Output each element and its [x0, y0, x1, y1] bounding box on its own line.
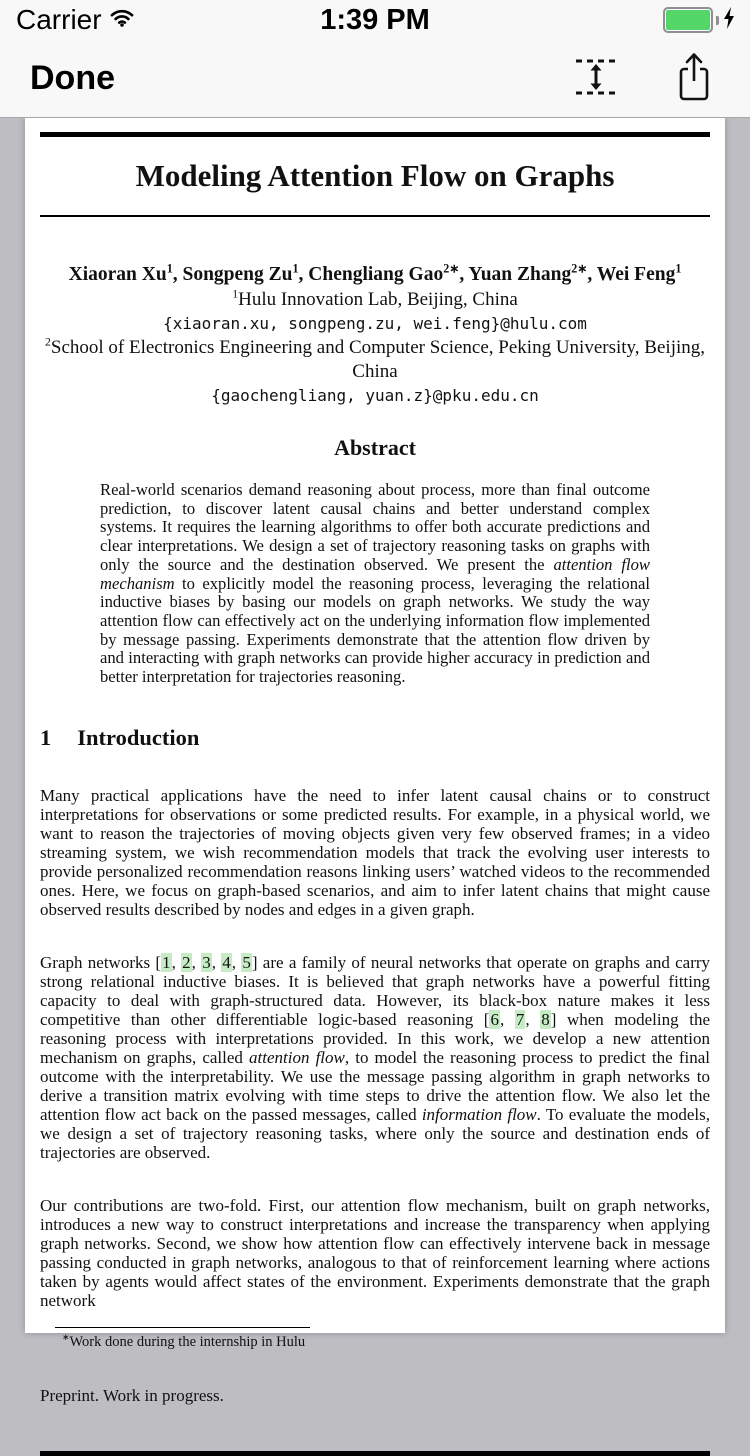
text-segment: , [499, 1010, 515, 1030]
text-segment: 2∗ [443, 261, 460, 276]
text-segment: . To evaluate the models, we design a set of trajectory reasoning tasks, where only the source and destination ends of trajectories are observed. [40, 1105, 710, 1163]
document-page [25, 118, 725, 1406]
document-scroll-area[interactable] [0, 118, 750, 1406]
text-segment: , [211, 953, 222, 973]
citation-link[interactable]: 4 [222, 953, 231, 973]
text-segment: , [231, 953, 242, 973]
carrier-label: Carrier [16, 4, 102, 35]
markup-button[interactable] [566, 40, 626, 116]
section-number: 1 [40, 724, 52, 750]
text-segment: ] [251, 953, 258, 973]
nav-bar [0, 40, 750, 116]
share-icon [674, 51, 714, 106]
text-segment: are a family of neural networks that operate on graphs and carry strong relational inductive biases. It is believed that graph networks have a powerful fitting capacity to deal with graph-structured data. However, its black-box nature makes it less competitive than other differentiable logic-based reasoning [ [40, 953, 711, 1030]
affiliation-2 [40, 336, 710, 384]
text-segment: attention flow mechanism [100, 554, 651, 593]
text-segment: , Wei Feng [587, 264, 676, 285]
text-segment: 1 [232, 287, 239, 301]
text-segment: , Yuan Zhang [459, 264, 572, 285]
abstract-paragraph [100, 481, 650, 687]
battery-fill [666, 10, 710, 30]
text-segment: School of Electronics Engineering and Computer Science, Peking University, Beijing, China [50, 337, 706, 382]
text-segment: , to model the reasoning process to predict the final outcome with the interpretability. We use the message passing algorithm in graph networks to derive a transition matrix evolving with time steps to drive the attention flow. We also let the attention flow act back on the passed messages, called [40, 1048, 710, 1125]
section-title: Introduction [77, 724, 200, 750]
text-segment: Real-world scenarios demand reasoning about process, more than final outcome prediction, to discover latent causal chains and better understand complex systems. It requires the learning algorithms to offer both accurate predictions and clear interpretations. We design a set of trajectory reasoning tasks on graphs with only the source and the destination observed. We present the [100, 480, 650, 574]
battery-tip [716, 16, 719, 25]
section-1-heading [40, 725, 710, 751]
intro-paragraph-1: Many practical applications have the need to infer latent causal chains or to construct interpretations for observations or some predicted results. For example, in a physical world, we want to reason the trajectories of moving objects given very few observed frames; in a video streaming system, we wish recommendation models that track the evolving user interests to provide personalized recommendation reasons linking users’ watched videos to the recommended ones. Here, we focus on graph-based scenarios, and aim to infer latent chains that might cause observed results described by nodes and edges in a given graph. [40, 786, 710, 920]
text-segment: Graph networks [ [40, 953, 162, 973]
share-button[interactable] [664, 40, 724, 116]
text-segment: information flow [421, 1105, 537, 1125]
markup-icon [573, 56, 619, 101]
text-segment: to explicitly model the reasoning process, leveraging the relational inductive biases by basing our models on graph networks. We study the way attention flow can effectively act on the underlying information flow implemented by message passing. Experiments demonstrate that the attention flow driven by and interacting with graph networks can provide higher accuracy in prediction and better interpretation for trajectories reasoning. [100, 573, 650, 687]
text-segment: Xiaoran Xu [68, 264, 167, 285]
citation-link[interactable]: 1 [162, 953, 171, 973]
text-segment: when modeling the reasoning process with interpretations provided. In this work, we develop a new attention mechanism on graphs, called [40, 1010, 710, 1068]
intro-paragraph-3: Our contributions are two-fold. First, our attention flow mechanism, built on graph networks, introduces a new way to construct interpretations and increase the transparency when applying graph networks. Second, we show how attention flow can effectively intervene back in message passing conducted in graph networks, analogous to that of reinforcement learning where actions taken by agents would affect states of the environment. Experiments demonstrate that the graph network [40, 1196, 710, 1311]
paper-title: Modeling Attention Flow on Graphs [135, 158, 615, 193]
text-segment: , [525, 1010, 541, 1030]
citation-link[interactable]: 2 [182, 953, 191, 973]
title-rule-top [40, 132, 710, 137]
affiliation-1 [40, 288, 710, 312]
author-line [40, 263, 710, 287]
text-segment: 1 [675, 261, 682, 276]
email-2: {gaochengliang, yuan.z}@pku.edu.cn [211, 386, 539, 405]
citation-link[interactable]: 7 [515, 1010, 525, 1030]
text-segment: Hulu Innovation Lab, Beijing, China [238, 289, 518, 310]
text-segment: , Chengliang Gao [298, 264, 444, 285]
title-rule-bottom [40, 215, 710, 217]
text-segment: 1 [292, 261, 299, 276]
status-bar [0, 0, 750, 40]
text-segment: , Songpeng Zu [172, 264, 293, 285]
citation-link[interactable]: 6 [490, 1010, 499, 1030]
next-page-top-rule [40, 1451, 710, 1456]
top-chrome [0, 0, 750, 118]
text-segment: 1 [166, 261, 173, 276]
abstract-heading: Abstract [334, 435, 416, 460]
text-segment: , [191, 953, 202, 973]
text-segment: ] [550, 1010, 557, 1030]
citation-link[interactable]: 5 [242, 953, 251, 973]
text-segment: ∗ [62, 1332, 70, 1343]
text-segment: attention flow [249, 1048, 345, 1068]
preprint-note: Preprint. Work in progress. [40, 1386, 224, 1406]
done-button[interactable]: Done [30, 40, 115, 116]
citation-link[interactable]: 3 [202, 953, 211, 973]
text-segment: Work done during the internship in Hulu [69, 1334, 306, 1351]
citation-link[interactable]: 8 [541, 1010, 550, 1030]
email-1: {xiaoran.xu, songpeng.zu, wei.feng}@hulu.com [163, 314, 587, 333]
footnote-text [40, 1333, 710, 1352]
text-segment: 2 [44, 335, 51, 349]
status-time: 1:39 PM [320, 3, 430, 36]
battery-charging-icon [663, 7, 713, 33]
intro-paragraph-2 [40, 953, 710, 1162]
footnote-block [40, 1327, 710, 1352]
text-segment: 2∗ [571, 261, 588, 276]
charging-bolt-icon [722, 6, 736, 35]
battery-group [663, 0, 736, 40]
text-segment: , [171, 953, 182, 973]
footnote-rule [55, 1327, 310, 1328]
